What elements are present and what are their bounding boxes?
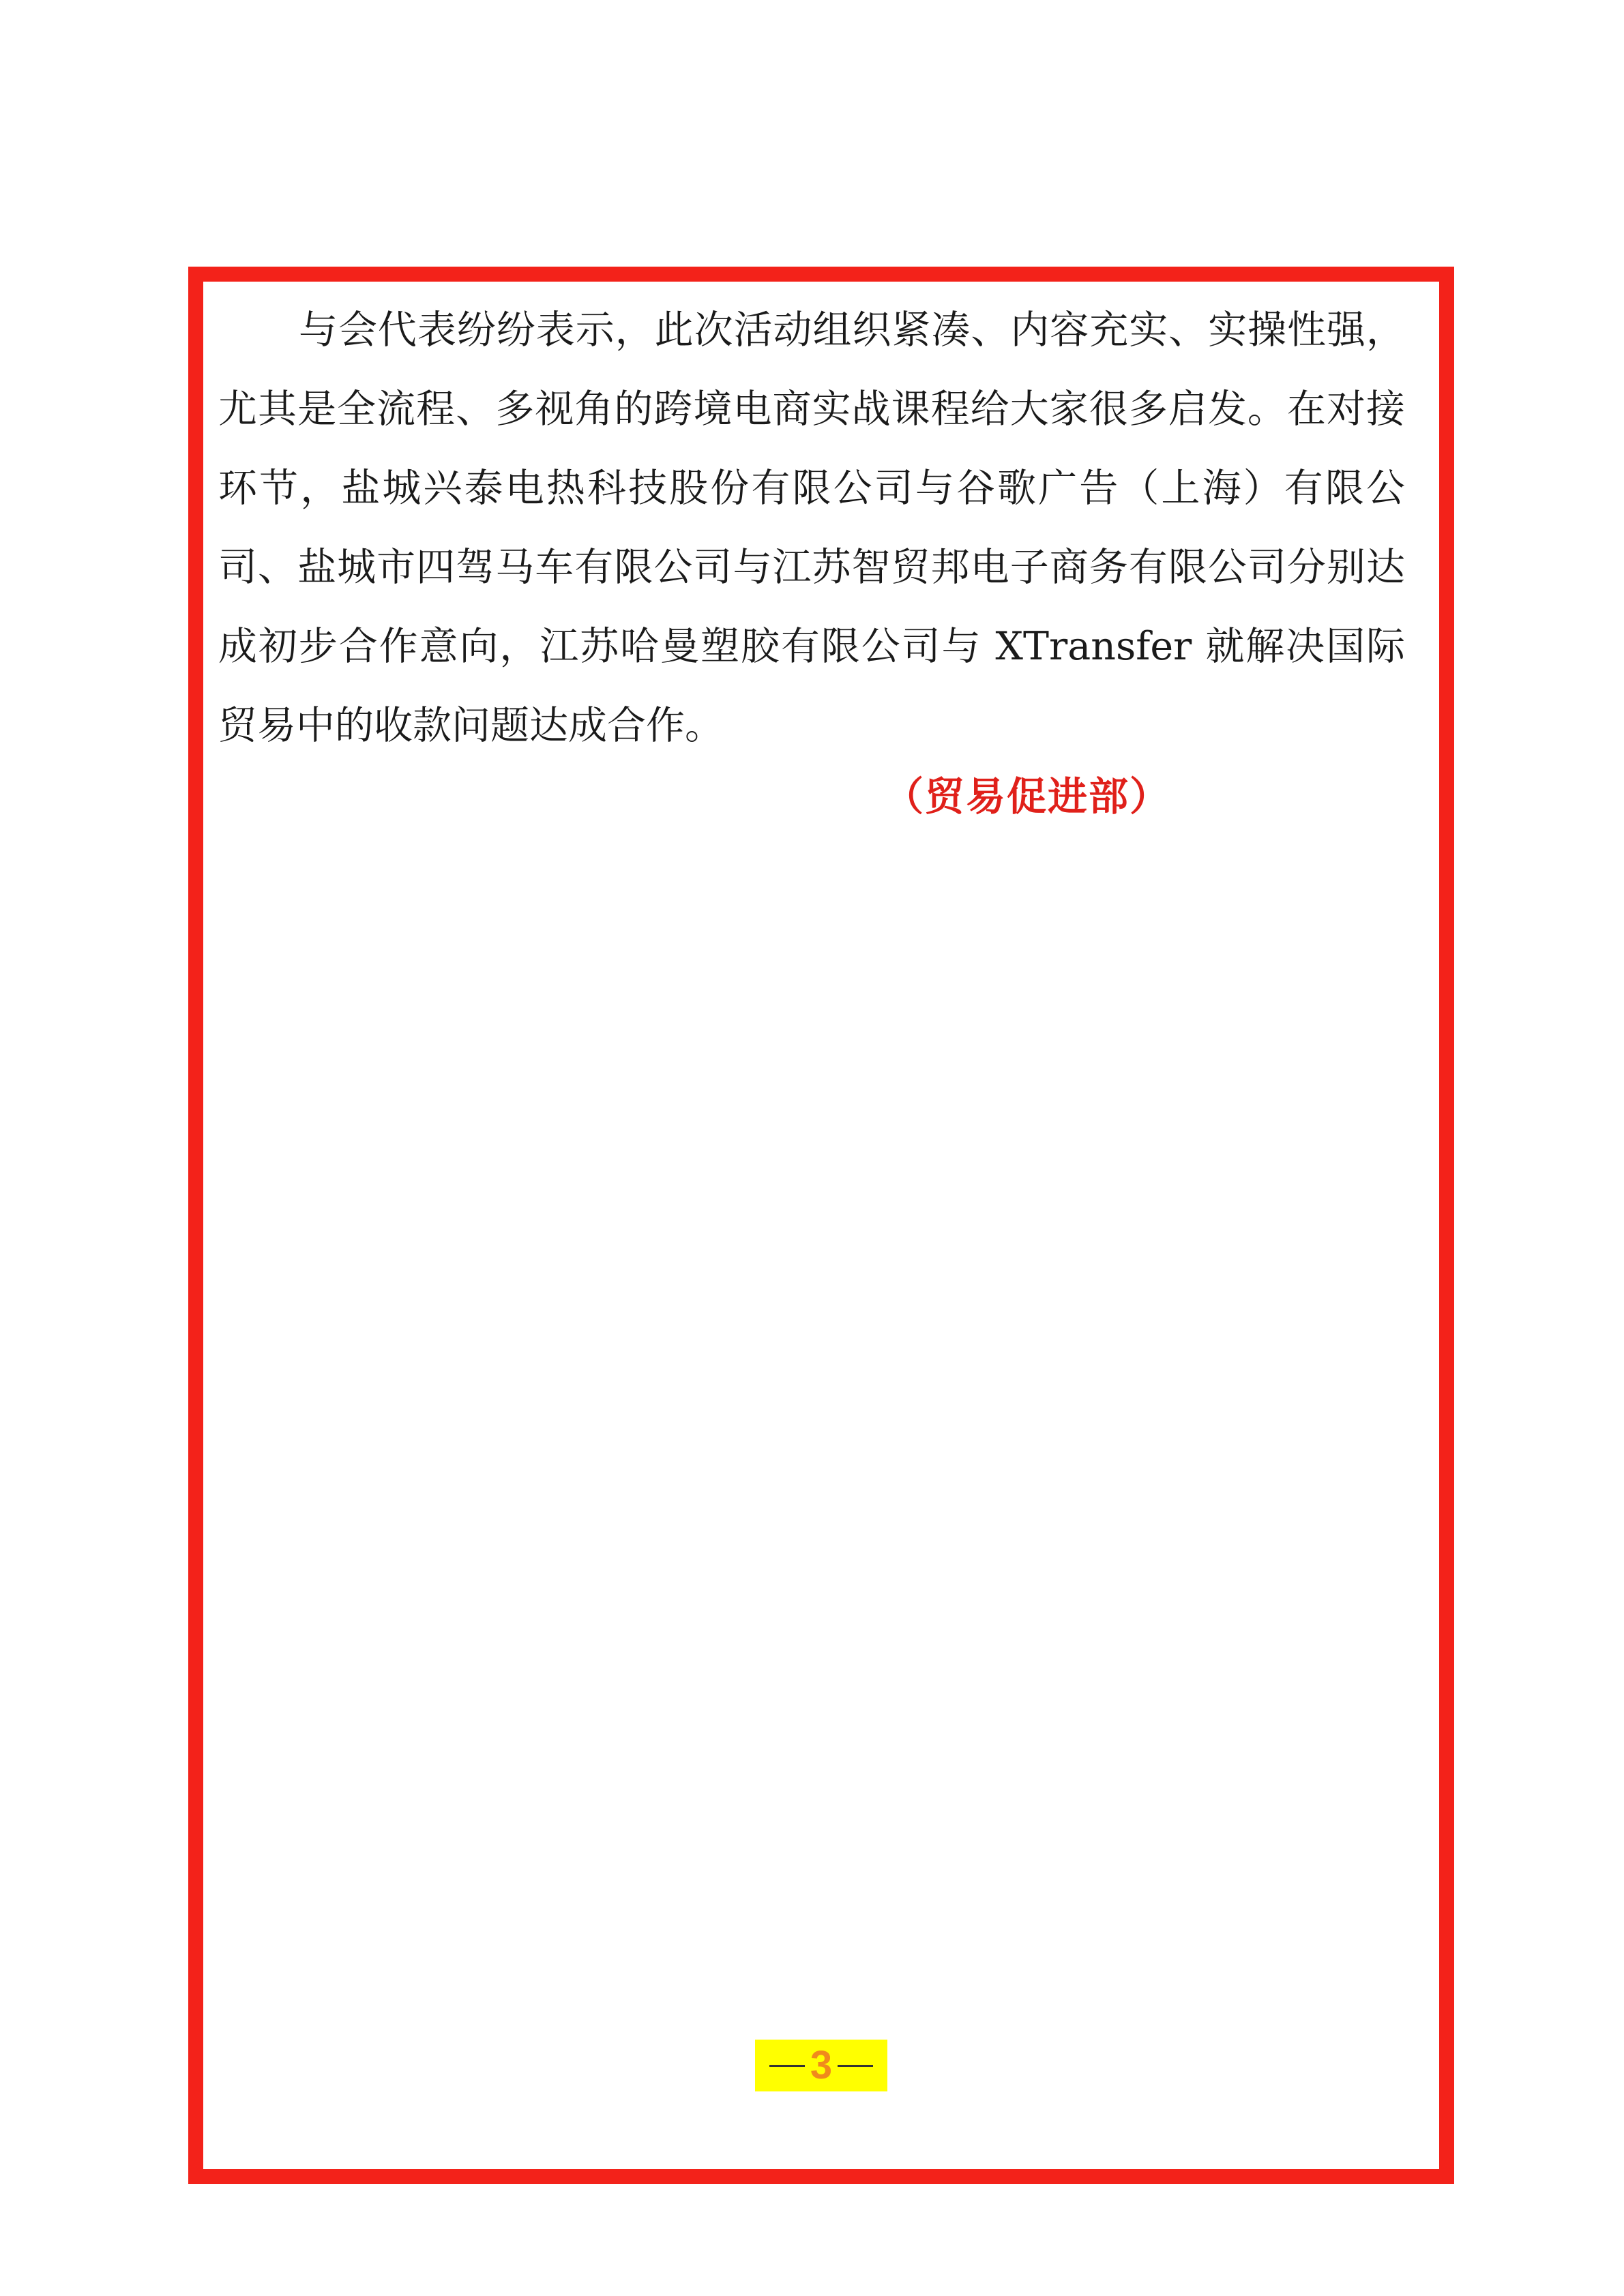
- page-number: 3: [810, 2043, 833, 2087]
- page-number-left-dash: [769, 2065, 805, 2067]
- department-signature: （贸易促进部）: [884, 773, 1171, 820]
- page-number-badge: [755, 2040, 887, 2091]
- page-number-right-dash: [838, 2065, 873, 2067]
- body-paragraph: 与会代表纷纷表示，此次活动组织紧凑、内容充实、实操性强，尤其是全流程、多视角的跨境电商实战课程给大家很多启发。在对接环节，盐城兴泰电热科技股份有限公司与谷歌广告（上海）有限公司、盐城市四驾马车有限公司与江苏智贸邦电子商务有限公司分别达成初步合作意向，江苏哈曼塑胶有限公司与 XTransfer 就解决国际贸易中的收款问题达成合作。: [218, 308, 1405, 748]
